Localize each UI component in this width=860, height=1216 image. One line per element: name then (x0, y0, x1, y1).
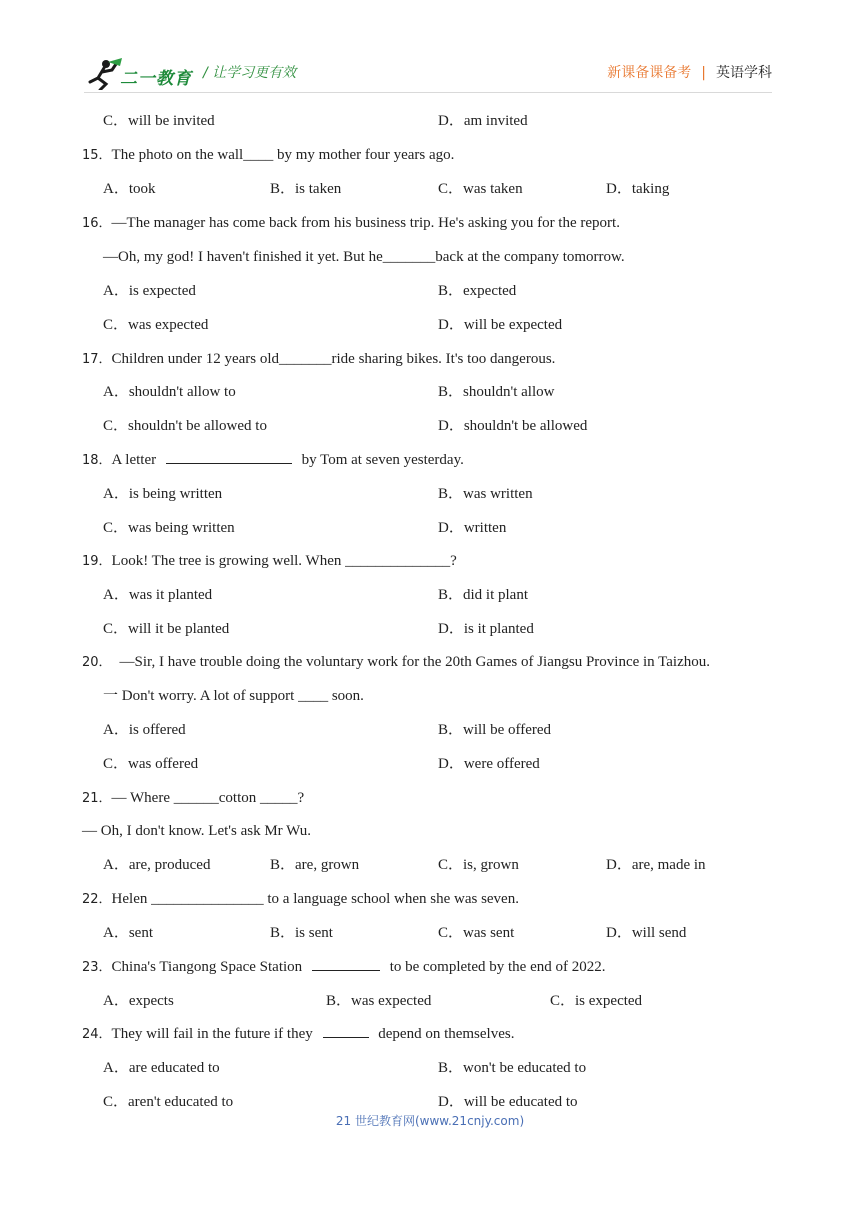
question-number: 23． (82, 960, 112, 975)
option-16-a: A．is expected (103, 283, 196, 299)
answer-blank: ____ (243, 147, 274, 163)
stem-text: by Tom at seven yesterday. (297, 452, 464, 468)
option-20-d: D．were offered (438, 756, 540, 772)
question-number: 22． (82, 892, 112, 907)
answer-blank: ______ (173, 790, 219, 806)
option-19-b: B．did it plant (438, 587, 529, 603)
option-15-a: A．took (103, 181, 156, 197)
stem-text: They will fail in the future if they (111, 1026, 317, 1042)
question-17-stem (82, 348, 555, 370)
stem-text: ride sharing bikes. It's too dangerous. (331, 351, 556, 367)
answer-blank: _______________ (151, 891, 264, 907)
option-20-b: B．will be offered (438, 722, 552, 738)
logo-text: 二一教育 (120, 69, 192, 89)
option-22-d: D．will send (606, 925, 687, 941)
option-17-d: D．shouldn't be allowed (438, 418, 588, 434)
stem-text: Look! The tree is growing well. When (111, 553, 346, 569)
question-15-stem (82, 144, 454, 166)
stem-text: 一 Don't worry. A lot of support (103, 688, 299, 704)
option-20-a: A．is offered (103, 722, 186, 738)
option-18-d: D．written (438, 520, 507, 536)
option-24-c: C．aren't educated to (103, 1094, 234, 1110)
question-number: 16． (82, 216, 112, 231)
question-number: 20． (82, 655, 112, 670)
question-number: 21． (82, 791, 112, 806)
option-21-a: A．are, produced (103, 857, 211, 873)
stem-text: back at the company tomorrow. (435, 249, 625, 265)
stem-text: ? (297, 790, 305, 806)
option-21-c: C．is, grown (438, 857, 519, 873)
question-24-stem (82, 1023, 514, 1045)
answer-blank: _____ (260, 790, 298, 806)
option-16-b: B．expected (438, 283, 517, 299)
option-19-a: A．was it planted (103, 587, 213, 603)
header-subject: 英语学科 (716, 65, 772, 81)
option-22-b: B．is sent (270, 925, 333, 941)
answer-blank: ______________ (345, 553, 451, 569)
question-22-stem (82, 888, 519, 910)
question-number: 18． (82, 453, 112, 468)
question-16-reply (103, 246, 625, 268)
header-tag: 新课备课备考 (607, 65, 692, 81)
answer-blank (323, 1023, 369, 1038)
option-15-d: D．taking (606, 181, 670, 197)
answer-blank: ____ (298, 688, 329, 704)
stem-text: depend on themselves. (374, 1026, 515, 1042)
answer-blank: _______ (279, 351, 332, 367)
option-17-b: B．shouldn't allow (438, 384, 555, 400)
stem-text: to be completed by the end of 2022. (385, 959, 606, 975)
stem-text: ? (450, 553, 457, 569)
question-19-stem (82, 550, 457, 572)
stem-text: cotton (218, 790, 260, 806)
option-24-a: A．are educated to (103, 1060, 220, 1076)
stem-text: by my mother four years ago. (273, 147, 455, 163)
stem-text: The photo on the wall (111, 147, 244, 163)
question-16-stem (82, 212, 620, 234)
option-14-c: C．will be invited (103, 113, 215, 129)
option-23-a: A．expects (103, 993, 174, 1009)
option-15-b: B．is taken (270, 181, 342, 197)
option-14-d: D．am invited (438, 113, 528, 129)
option-24-b: B．won't be educated to (438, 1060, 587, 1076)
question-number: 19． (82, 554, 112, 569)
option-16-c: C．was expected (103, 317, 209, 333)
stem-text: A letter (111, 452, 160, 468)
header-divider (84, 92, 772, 93)
answer-blank: _______ (382, 249, 436, 265)
header-right (607, 62, 772, 82)
stem-text: Helen (111, 891, 152, 907)
page-footer[interactable]: 21 世纪教育网(www.21cnjy.com) (335, 1114, 525, 1128)
stem-text: to a language school when she was seven. (263, 891, 519, 907)
question-21-reply: — Oh, I don't know. Let's ask Mr Wu. (82, 823, 311, 839)
stem-text: —The manager has come back from his business trip. He's asking you for the report. (111, 215, 620, 231)
option-20-c: C．was offered (103, 756, 199, 772)
question-number: 15． (82, 148, 112, 163)
page-header (0, 0, 860, 100)
option-17-a: A．shouldn't allow to (103, 384, 236, 400)
stem-text: —Oh, my god! I haven't finished it yet. But he (103, 249, 383, 265)
option-19-d: D．is it planted (438, 621, 534, 637)
option-24-d: D．will be educated to (438, 1094, 578, 1110)
option-21-b: B．are, grown (270, 857, 360, 873)
stem-text: —Sir, I have trouble doing the voluntary work for the 20th Games of Jiangsu Province in Taizhou. (119, 654, 711, 670)
option-17-c: C．shouldn't be allowed to (103, 418, 267, 434)
option-21-d: D．are, made in (606, 857, 706, 873)
stem-text: — Where (111, 790, 174, 806)
stem-text: Children under 12 years old (111, 351, 280, 367)
stem-text: soon. (328, 688, 364, 704)
option-22-c: C．was sent (438, 925, 515, 941)
question-20-reply (103, 685, 364, 707)
answer-blank (166, 449, 292, 464)
question-number: 17． (82, 352, 112, 367)
option-19-c: C．will it be planted (103, 621, 230, 637)
question-23-stem (82, 956, 605, 978)
option-22-a: A．sent (103, 925, 153, 941)
option-18-c: C．was being written (103, 520, 235, 536)
option-15-c: C．was taken (438, 181, 523, 197)
option-23-b: B．was expected (326, 993, 432, 1009)
option-16-d: D．will be expected (438, 317, 563, 333)
option-23-c: C．is expected (550, 993, 643, 1009)
option-18-a: A．is being written (103, 486, 223, 502)
question-18-stem (82, 449, 464, 471)
header-separator: | (701, 65, 706, 81)
header-slogan: / 让学习更有效 (203, 65, 297, 81)
question-number: 24． (82, 1027, 112, 1042)
answer-blank (312, 956, 380, 971)
question-20-stem (82, 651, 710, 673)
stem-text: China's Tiangong Space Station (111, 959, 306, 975)
option-18-b: B．was written (438, 486, 533, 502)
question-21-stem (82, 787, 304, 809)
